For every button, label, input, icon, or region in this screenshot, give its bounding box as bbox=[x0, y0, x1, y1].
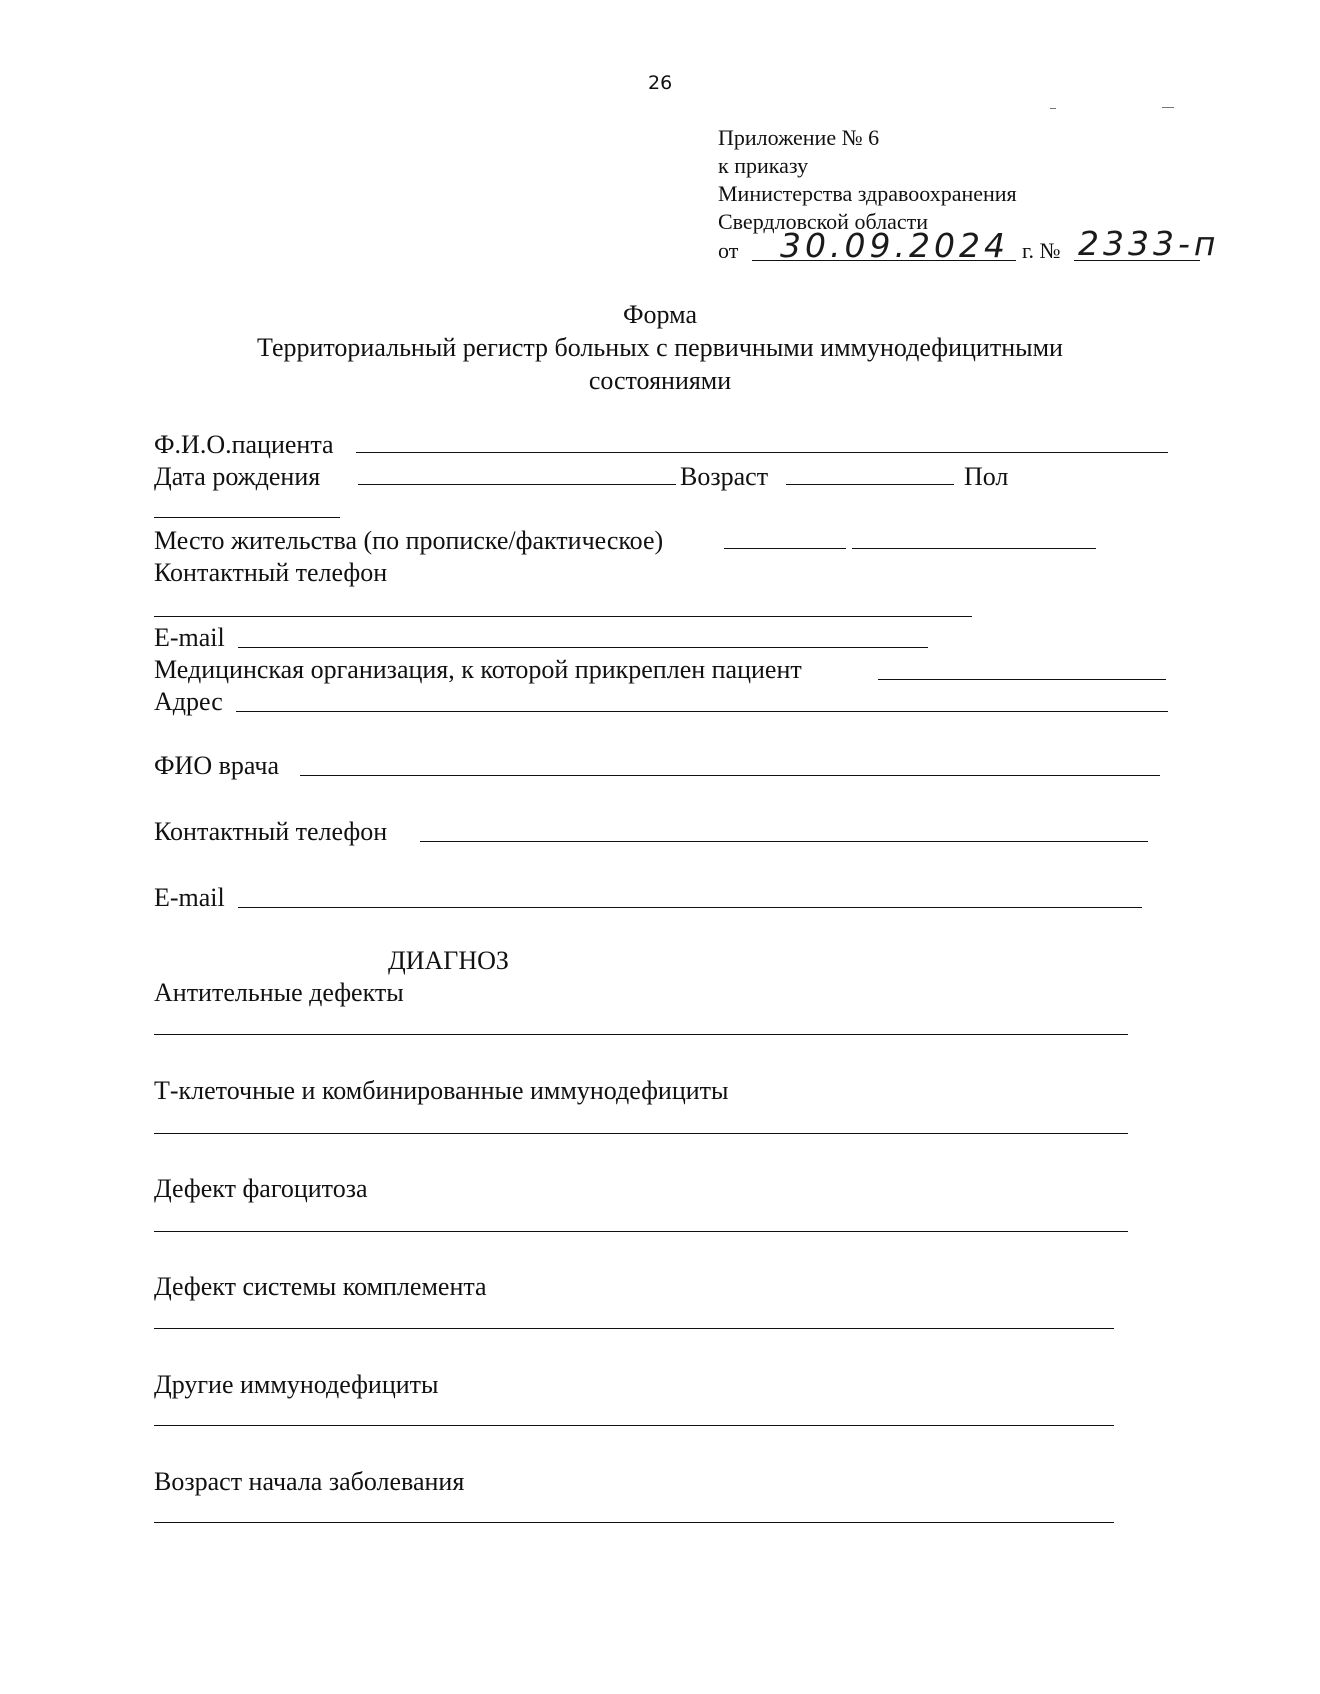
complement-label: Дефект системы комплемента bbox=[154, 1272, 487, 1301]
birth-date-label: Дата рождения bbox=[154, 462, 321, 491]
residence-line-2 bbox=[852, 548, 1096, 549]
onset-age-line bbox=[154, 1522, 1114, 1523]
patient-phone-label: Контактный телефон bbox=[154, 558, 388, 587]
t-cell-line bbox=[154, 1133, 1128, 1134]
patient-phone-line bbox=[154, 616, 972, 617]
page-number: 26 bbox=[648, 72, 673, 94]
appendix-region: Свердловской области bbox=[718, 209, 928, 234]
doctor-email-line bbox=[238, 907, 1142, 908]
appendix-to-order: к приказу bbox=[718, 153, 809, 178]
address-line bbox=[236, 711, 1168, 712]
birth-date-line bbox=[358, 484, 676, 485]
other-immunodeficiency-label: Другие иммунодефициты bbox=[154, 1370, 439, 1399]
antibody-defects-label: Антительные дефекты bbox=[154, 978, 404, 1007]
phagocytosis-line bbox=[154, 1231, 1128, 1232]
age-label: Возраст bbox=[680, 462, 769, 491]
complement-line bbox=[154, 1328, 1114, 1329]
medical-org-line bbox=[878, 679, 1166, 680]
appendix-number-label: г. № bbox=[1022, 238, 1061, 263]
patient-email-line bbox=[238, 647, 928, 648]
doctor-name-line bbox=[300, 775, 1160, 776]
handwritten-order-number: 2333-п bbox=[1078, 224, 1220, 263]
form-title-line1: Территориальный регистр больных с первичными иммунодефицитными bbox=[257, 333, 1063, 362]
medical-org-label: Медицинская организация, к которой прикреплен пациент bbox=[154, 655, 802, 684]
sex-line bbox=[154, 517, 340, 518]
patient-name-line bbox=[356, 452, 1168, 453]
patient-email-label: E-mail bbox=[154, 623, 225, 652]
onset-age-label: Возраст начала заболевания bbox=[154, 1467, 465, 1496]
scan-mark bbox=[1162, 107, 1174, 108]
form-title-line2: состояниями bbox=[588, 366, 732, 395]
form-label: Форма bbox=[623, 300, 697, 329]
patient-name-label: Ф.И.О.пациента bbox=[154, 430, 334, 459]
appendix-ministry: Министерства здравоохранения bbox=[718, 181, 1017, 206]
doctor-email-label: E-mail bbox=[154, 883, 225, 912]
doctor-phone-line bbox=[420, 841, 1148, 842]
residence-line-1 bbox=[724, 548, 846, 549]
appendix-from-label: от bbox=[718, 238, 739, 263]
other-immunodeficiency-line bbox=[154, 1425, 1114, 1426]
handwritten-date: 30.09.2024 bbox=[780, 226, 1009, 265]
address-label: Адрес bbox=[154, 687, 223, 716]
diagnosis-heading: ДИАГНОЗ bbox=[388, 946, 509, 975]
phagocytosis-label: Дефект фагоцитоза bbox=[154, 1174, 368, 1203]
age-line bbox=[786, 484, 954, 485]
scan-mark bbox=[1050, 108, 1056, 109]
doctor-name-label: ФИО врача bbox=[154, 751, 279, 780]
sex-label: Пол bbox=[964, 462, 1009, 491]
appendix-number: Приложение № 6 bbox=[718, 125, 880, 150]
doctor-phone-label: Контактный телефон bbox=[154, 817, 388, 846]
residence-label: Место жительства (по прописке/фактическое) bbox=[154, 526, 664, 555]
antibody-defects-line bbox=[154, 1034, 1128, 1035]
t-cell-label: Т-клеточные и комбинированные иммунодефициты bbox=[154, 1076, 729, 1105]
